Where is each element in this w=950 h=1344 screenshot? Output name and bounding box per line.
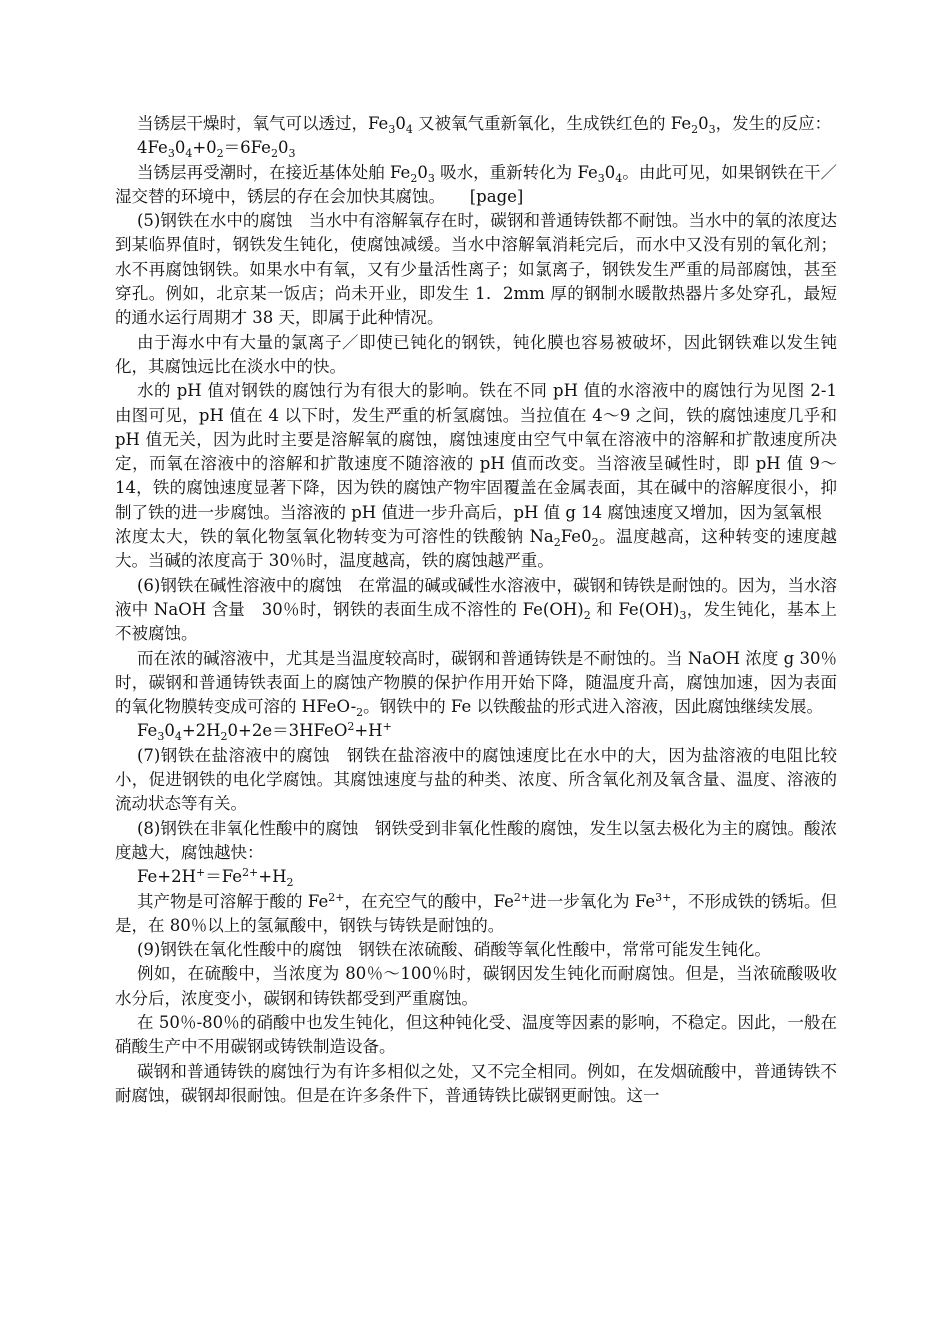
paragraph: 而在浓的碱溶液中，尤其是当温度较高时，碳钢和普通铸铁是不耐蚀的。当 NaOH 浓度 g 30％时，碳钢和普通铸铁表面上的腐蚀产物膜的保护作用开始下降，随温度升高，腐蚀加速，因为表面的氧化物膜转变成可溶的 HFeO-$_2$。钢铁中的 Fe 以铁酸盐的形式进入溶液，因此腐蚀继续发展。 (115, 648, 837, 720)
paragraph: 在 50％-80％的硝酸中也发生钝化，但这种钝化受、温度等因素的影响，不稳定。因此，一般在硝酸生产中不用碳钢或铸铁制造设备。 (115, 1012, 837, 1057)
paragraph: 例如，在硫酸中，当浓度为 80％～100％时，碳钢因发生钝化而耐腐蚀。但是，当浓硫酸吸收水分后，浓度变小，碳钢和铸铁都受到严重腐蚀。 (115, 964, 837, 1008)
equation: $Fe_30_4+2H_20+2e=3HFeO^2+H^+$ (137, 720, 392, 744)
equation: $Fe+2H^+=Fe^{2+}+H_2$ (137, 866, 294, 890)
paragraph: 当锈层干燥时，氧气可以透过，$Fe_30_4$ 又被氧气重新氧化，生成铁红色的 $Fe_20_3$，发生的反应： (137, 114, 832, 136)
paragraph: 碳钢和普通铸铁的腐蚀行为有许多相似之处，又不完全相同。例如，在发烟硫酸中，普通铸铁不耐腐蚀，碳钢却很耐蚀。但是在许多条件下，普通铸铁比碳钢更耐蚀。这一 (115, 1061, 837, 1105)
equation: $4Fe_30_4+0_2=6Fe_20_3$ (137, 138, 296, 161)
paragraph: 浓度太大，铁的氧化物氢氧化物转变为可溶性的铁酸钠 $Na_2Fe0_2$。温度越高，这种转变的速度越大。当碱的浓度高于 30％时，温度越高，铁的腐蚀越严重。 (115, 527, 837, 571)
paragraph: (8)钢铁在非氧化性酸中的腐蚀 钢铁受到非氧化性酸的腐蚀，发生以氢去极化为主的腐蚀。酸浓度越大，腐蚀越快： (115, 818, 837, 862)
paragraph: (7)钢铁在盐溶液中的腐蚀 钢铁在盐溶液中的腐蚀速度比在水中的大，因为盐溶液的电阻比较小，促进钢铁的电化学腐蚀。其腐蚀速度与盐的种类、浓度、所含氧化剂及氧含量、温度、溶液的流动状态等有关。 (115, 745, 837, 814)
paragraph: (5)钢铁在水中的腐蚀 当水中有溶解氧存在时，碳钢和普通铸铁都不耐蚀。当水中的氧的浓度达到某临界值时，钢铁发生钝化，使腐蚀减缓。当水中溶解氧消耗完后，而水中又没有别的氧化剂；水不再腐蚀钢铁。如果水中有氧，又有少量活性离子；如氯离子，钢铁发生严重的局部腐蚀，甚至穿孔。例如，北京某一饭店；尚未开业，即发生 1．2mm 厚的钢制水暖散热器片多处穿孔，最短的通水运行周期才 38 天，即属于此种情况。 (115, 211, 837, 328)
paragraph: 水的 pH 值对钢铁的腐蚀行为有很大的影响。铁在不同 pH 值的水溶液中的腐蚀行为见图 2-1 由图可见，pH 值在 4 以下时，发生严重的析氢腐蚀。当拉值在 4～9 之间，铁的腐蚀速度几乎和 pH 值无关，因为此时主要是溶解氧的腐蚀，腐蚀速度由空气中氧在溶液中的溶解和扩散速度所决定，而氧在溶液中的溶解和扩散速度不随溶液的 pH 值而改变。当溶液呈碱性时，即 pH 值 9～14，铁的腐蚀速度显著下降，因为铁的腐蚀产物牢固覆盖在金属表面，其在碱中的溶解度很小，抑制了铁的进一步腐蚀。当溶液的 pH 值进一步升高后，pH 值 g 14 腐蚀速度又增加，因为氢氧根 (115, 381, 838, 522)
paragraph: 由于海水中有大量的氯离子／即使已钝化的钢铁，钝化膜也容易被破坏，因此钢铁难以发生钝化，其腐蚀远比在淡水中的快。 (115, 332, 837, 376)
paragraph: 当锈层再受潮时，在接近基体处舶 $Fe_20_3$ 吸水，重新转化为 $Fe_30_4$。由此可见，如果钢铁在干／湿交替的环境中，锈层的存在会加快其腐蚀。 [page] (115, 162, 837, 206)
document-page (115, 112, 837, 1108)
paragraph: (6)钢铁在碱性溶液中的腐蚀 在常温的碱或碱性水溶液中，碳钢和铸铁是耐蚀的。因为，当水溶液中 NaOH 含量 30％时，钢铁的表面生成不溶性的 $Fe(OH)_2$ 和 $Fe(OH)_3$，发生钝化，基本上不被腐蚀。 (115, 575, 838, 644)
paragraph: (9)钢铁在氧化性酸中的腐蚀 钢铁在浓硫酸、硝酸等氧化性酸中，常常可能发生钝化。 (137, 940, 771, 960)
paragraph: 其产物是可溶解于酸的 $Fe^{2+}$，在充空气的酸中，$Fe^{2+}$进一步氧化为 $Fe^{3+}$，不形成铁的锈垢。但是，在 80％以上的氢氟酸中，钢铁与铸铁是耐蚀的。 (115, 890, 838, 935)
